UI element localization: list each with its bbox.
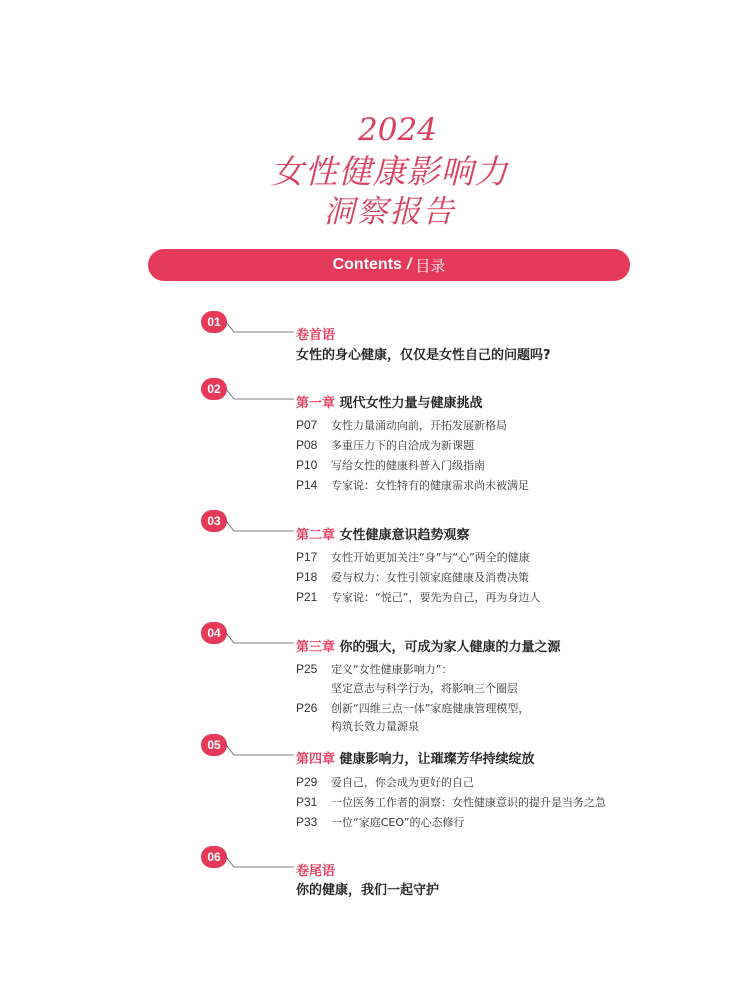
connector-line	[222, 517, 294, 537]
chapter-label: 卷首语	[296, 328, 336, 343]
report-title-line2: 洞察报告	[323, 194, 456, 230]
section-number-badge: 06	[201, 846, 227, 868]
page-number: P33	[296, 815, 318, 829]
toc-entry[interactable]	[296, 699, 529, 717]
chapter-label: 第一章	[296, 396, 336, 411]
section-subtitle[interactable]: 你的健康，我们一起守护	[296, 883, 440, 898]
toc-entry[interactable]	[296, 813, 465, 831]
entry-text: 专家说：“悦己”，要先为自己，再为身边人	[331, 591, 541, 604]
section-number-badge: 01	[201, 311, 227, 333]
entry-text: 一位“家庭CEO”的心态修行	[331, 816, 465, 829]
toc-entry[interactable]	[296, 793, 606, 811]
section-title[interactable]	[296, 748, 535, 767]
toc-entry[interactable]	[296, 568, 529, 586]
connector-line	[222, 741, 294, 761]
page-number: P17	[296, 550, 318, 564]
toc-entry[interactable]	[296, 436, 474, 454]
connector-line	[222, 385, 294, 405]
toc-entry[interactable]	[296, 773, 474, 791]
page-number: P31	[296, 795, 318, 809]
section-title[interactable]	[296, 324, 335, 343]
section-number-badge: 03	[201, 510, 227, 532]
report-title-line1: 女性健康影响力	[270, 152, 509, 191]
entry-text: 女性开始更加关注“身”与“心”两全的健康	[331, 551, 530, 564]
contents-label-en: Contents	[332, 256, 402, 273]
chapter-title: 健康影响力，让璀璨芳华持续绽放	[339, 752, 535, 767]
chapter-title: 女性健康意识趋势观察	[339, 528, 470, 543]
entry-text: 写给女性的健康科普入门级指南	[331, 459, 485, 472]
toc-entry[interactable]	[296, 416, 507, 434]
page-number: P08	[296, 438, 318, 452]
section-title[interactable]	[296, 524, 470, 543]
chapter-label: 卷尾语	[296, 864, 336, 879]
entry-text: 爱与权力：女性引领家庭健康及消费决策	[331, 571, 529, 584]
section-title[interactable]	[296, 636, 561, 655]
contents-slash: /	[406, 256, 412, 273]
page-number: P29	[296, 775, 318, 789]
chapter-title: 你的强大，可成为家人健康的力量之源	[339, 640, 561, 655]
entry-text: 一位医务工作者的洞察：女性健康意识的提升是当务之急	[331, 796, 606, 809]
entry-text: 构筑长效力量源泉	[331, 720, 419, 733]
page-number: P10	[296, 458, 318, 472]
section-number-badge: 04	[201, 622, 227, 644]
entry-text: 定义“女性健康影响力”：	[331, 663, 453, 676]
section-number-badge: 02	[201, 378, 227, 400]
connector-line	[222, 318, 294, 338]
entry-text: 爱自己，你会成为更好的自己	[331, 776, 474, 789]
section-title[interactable]	[296, 392, 483, 411]
entry-text: 坚定意志与科学行为，将影响三个圈层	[331, 682, 518, 695]
section-number-badge: 05	[201, 734, 227, 756]
chapter-label: 第三章	[296, 640, 336, 655]
toc-entry[interactable]	[296, 548, 530, 566]
connector-line	[222, 853, 294, 873]
entry-text: 专家说：女性特有的健康需求尚未被满足	[331, 479, 529, 492]
report-year: 2024	[358, 112, 437, 148]
page-number: P21	[296, 590, 318, 604]
section-subtitle[interactable]: 女性的身心健康，仅仅是女性自己的问题吗?	[296, 348, 551, 363]
entry-text: 多重压力下的自洽成为新课题	[331, 439, 474, 452]
chapter-title: 现代女性力量与健康挑战	[339, 396, 483, 411]
toc-entry[interactable]	[296, 588, 540, 606]
chapter-label: 第二章	[296, 528, 336, 543]
contents-banner	[148, 249, 630, 281]
entry-text: 女性力量涌动向前，开拓发展新格局	[331, 419, 507, 432]
page-number: P14	[296, 478, 318, 492]
connector-line	[222, 629, 294, 649]
page-number: P26	[296, 701, 318, 715]
page-number: P25	[296, 662, 318, 676]
page-number: P18	[296, 570, 318, 584]
toc-entry[interactable]	[296, 456, 485, 474]
chapter-label: 第四章	[296, 752, 336, 767]
page-number: P07	[296, 418, 318, 432]
toc-entry-continued[interactable]	[331, 718, 419, 736]
section-title[interactable]	[296, 860, 335, 879]
toc-entry[interactable]	[296, 660, 452, 678]
toc-entry[interactable]	[296, 476, 529, 494]
contents-label-zh: 目录	[415, 256, 446, 275]
toc-entry-continued[interactable]	[331, 680, 518, 698]
entry-text: 创新“四维三点一体”家庭健康管理模型，	[331, 702, 530, 715]
